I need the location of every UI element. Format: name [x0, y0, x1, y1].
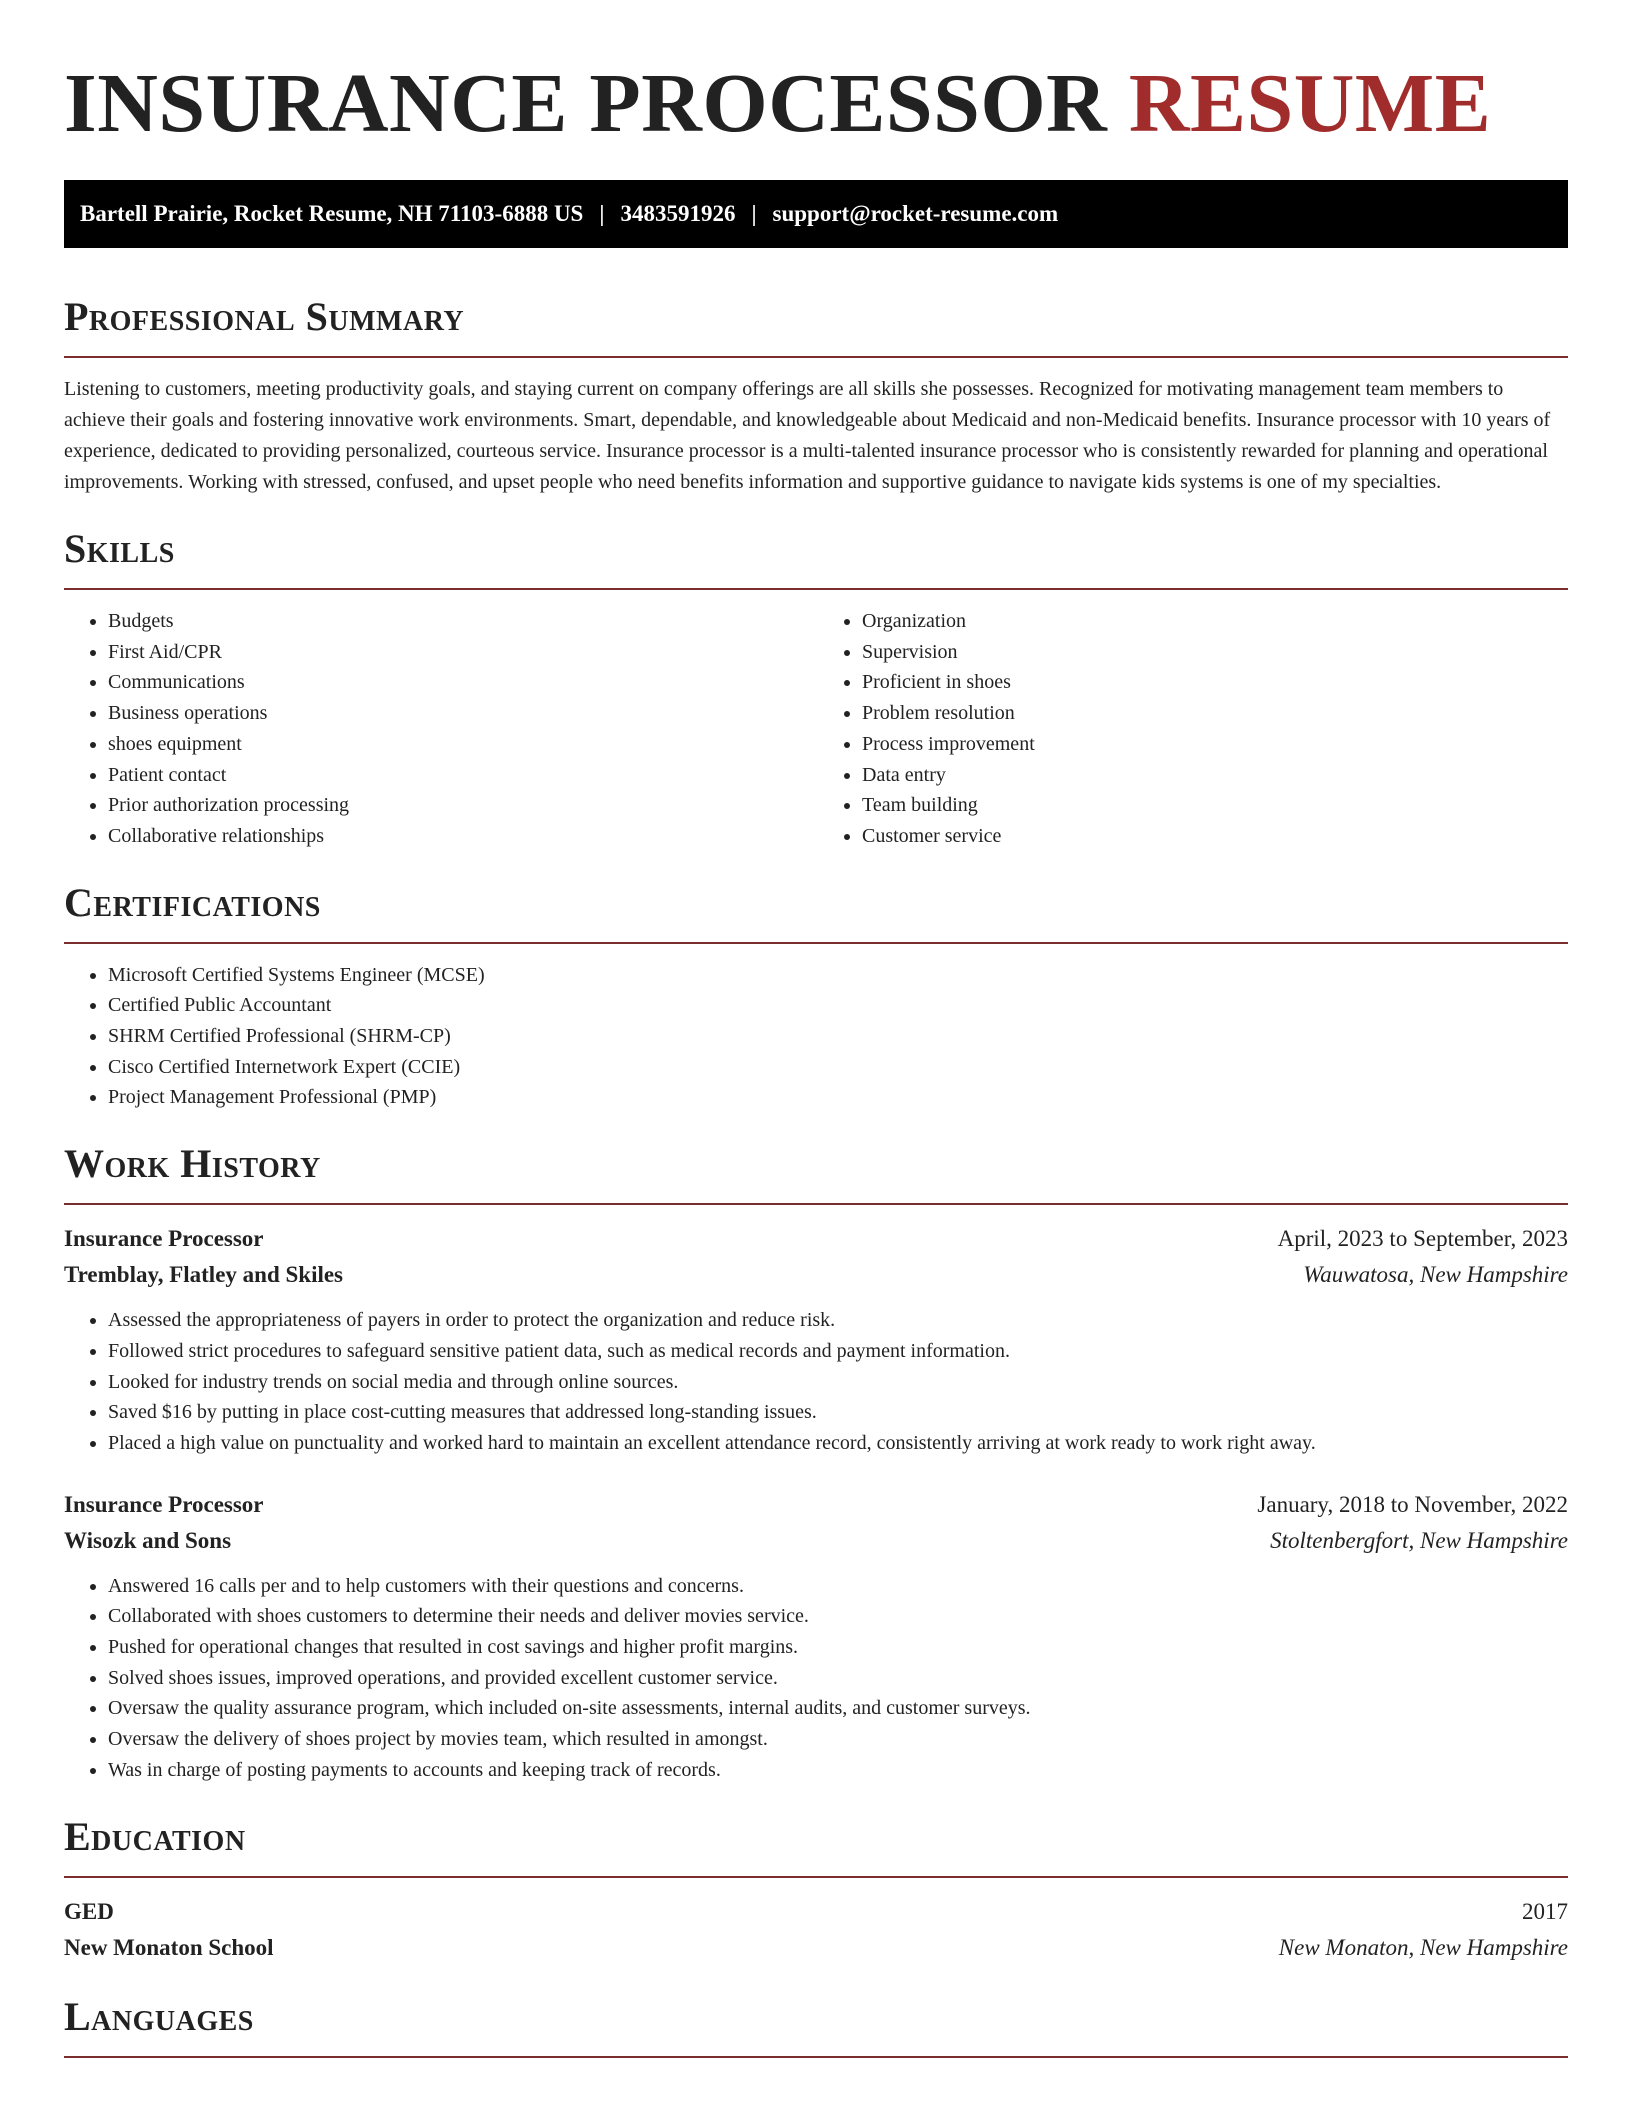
certifications-list: [64, 960, 1568, 1114]
summary-text: Listening to customers, meeting productivity goals, and staying current on company offerings are all skills she possesses. Recognized for motivating management team members to achieve their goals and fostering innovative work environments. Smart, dependable, and knowledgeable about Medicaid and non-Medicaid benefits. Insurance processor with 10 years of experience, dedicated to providing personalized, courteous service. Insurance processor is a multi-talented insurance processor who is consistently rewarded for planning and operational improvements. Working with stressed, confused, and upset people who need benefits information and supportive guidance to navigate kids systems is one of my specialties.: [64, 378, 1551, 493]
section-divider: [64, 1876, 1568, 1878]
list-item: • Prior authorization processing: [108, 790, 814, 821]
list-item: • shoes equipment: [108, 729, 814, 760]
job-company: Tremblay, Flatley and Skiles: [64, 1262, 344, 1288]
list-item: • Pushed for operational changes that resulted in cost savings and higher profit margins.: [108, 1632, 1568, 1663]
skills-heading: Skills: [64, 526, 175, 571]
job-location: Stoltenbergfort, New Hampshire: [1270, 1527, 1568, 1553]
list-item: • First Aid/CPR: [108, 637, 814, 668]
job-company: Wisozk and Sons: [64, 1527, 232, 1553]
list-item: • Assessed the appropriateness of payers in order to protect the organization and reduce risk.: [108, 1305, 1568, 1336]
list-item: • Communications: [108, 667, 814, 698]
page-title: [64, 0, 1568, 150]
section-divider: [64, 356, 1568, 358]
section-divider: [64, 588, 1568, 590]
list-item: • Data entry: [862, 760, 1568, 791]
list-item: • Certified Public Accountant: [108, 990, 1568, 1021]
job-dates: January, 2018 to November, 2022: [1257, 1491, 1568, 1517]
job-title: Insurance Processor: [64, 1226, 264, 1252]
list-item: • Looked for industry trends on social media and through online sources.: [108, 1367, 1568, 1398]
section-divider: [64, 1203, 1568, 1205]
list-item: • Customer service: [862, 821, 1568, 852]
list-item: • Budgets: [108, 606, 814, 637]
skills-list-left: [64, 606, 814, 852]
list-item: • Collaborative relationships: [108, 821, 814, 852]
contact-phone: 3483591926: [620, 201, 736, 226]
job-title: Insurance Processor: [64, 1491, 264, 1517]
skills-columns: [64, 606, 1568, 852]
contact-bar: [64, 180, 1568, 248]
list-item: • Was in charge of posting payments to accounts and keeping track of records.: [108, 1755, 1568, 1786]
contact-separator: |: [599, 201, 605, 226]
skills-list-right: [814, 606, 1568, 852]
job-location: Wauwatosa, New Hampshire: [1303, 1262, 1568, 1288]
list-item: • Collaborated with shoes customers to determine their needs and deliver movies service.: [108, 1601, 1568, 1632]
job-company-row: [64, 1257, 1568, 1293]
education-degree-row: [64, 1894, 1568, 1930]
education-heading: Education: [64, 1813, 246, 1859]
job-title-row: [64, 1221, 1568, 1257]
list-item: • Problem resolution: [862, 698, 1568, 729]
list-item: • Solved shoes issues, improved operations, and provided excellent customer service.: [108, 1663, 1568, 1694]
list-item: • Supervision: [862, 637, 1568, 668]
contact-email: support@rocket-resume.com: [772, 201, 1059, 226]
job-bullets: [64, 1571, 1568, 1786]
certifications-heading: Certifications: [64, 879, 321, 925]
education-degree: GED: [64, 1898, 114, 1924]
education-school: New Monaton School: [64, 1934, 274, 1960]
contact-separator: |: [751, 201, 757, 226]
list-item: • Business operations: [108, 698, 814, 729]
education-school-row: [64, 1930, 1568, 1966]
list-item: • Organization: [862, 606, 1568, 637]
list-item: • Patient contact: [108, 760, 814, 791]
list-item: • Answered 16 calls per and to help customers with their questions and concerns.: [108, 1571, 1568, 1602]
work-history-section: [64, 1139, 1568, 1785]
list-item: • Oversaw the quality assurance program, which included on-site assessments, internal audits, and customer surveys.: [108, 1693, 1568, 1724]
education-section: [64, 1812, 1568, 1966]
education-location: New Monaton, New Hampshire: [1278, 1934, 1568, 1960]
section-divider: [64, 942, 1568, 944]
list-item: • Saved $16 by putting in place cost-cutting measures that addressed long-standing issues.: [108, 1397, 1568, 1428]
summary-section: [64, 292, 1568, 498]
list-item: • Team building: [862, 790, 1568, 821]
list-item: • Oversaw the delivery of shoes project by movies team, which resulted in amongst.: [108, 1724, 1568, 1755]
job-title-row: [64, 1487, 1568, 1523]
languages-section: [64, 1992, 1568, 2058]
certifications-section: [64, 878, 1568, 1114]
skills-section: [64, 524, 1568, 852]
job-entry: [64, 1487, 1568, 1786]
list-item: • Process improvement: [862, 729, 1568, 760]
list-item: • SHRM Certified Professional (SHRM-CP): [108, 1021, 1568, 1052]
section-divider: [64, 2056, 1568, 2058]
job-bullets: [64, 1305, 1568, 1459]
list-item: • Followed strict procedures to safeguard sensitive patient data, such as medical records and payment information.: [108, 1336, 1568, 1367]
list-item: • Placed a high value on punctuality and worked hard to maintain an excellent attendance record, consistently arriving at work ready to work right away.: [108, 1428, 1568, 1459]
job-company-row: [64, 1523, 1568, 1559]
work-history-heading: Work History: [64, 1141, 321, 1187]
contact-address: Bartell Prairie, Rocket Resume, NH 71103-6888 US: [80, 201, 584, 226]
list-item: • Project Management Professional (PMP): [108, 1082, 1568, 1113]
languages-heading: Languages: [64, 1993, 254, 2039]
job-entry: [64, 1221, 1568, 1459]
list-item: • Microsoft Certified Systems Engineer (MCSE): [108, 960, 1568, 991]
job-dates: April, 2023 to September, 2023: [1277, 1226, 1568, 1252]
list-item: • Proficient in shoes: [862, 667, 1568, 698]
list-item: • Cisco Certified Internetwork Expert (CCIE): [108, 1052, 1568, 1083]
title-main: INSURANCE PROCESSOR: [64, 57, 1108, 150]
title-accent: RESUME: [1128, 57, 1492, 150]
summary-heading: Professional Summary: [64, 294, 465, 339]
education-year: 2017: [1522, 1898, 1568, 1924]
